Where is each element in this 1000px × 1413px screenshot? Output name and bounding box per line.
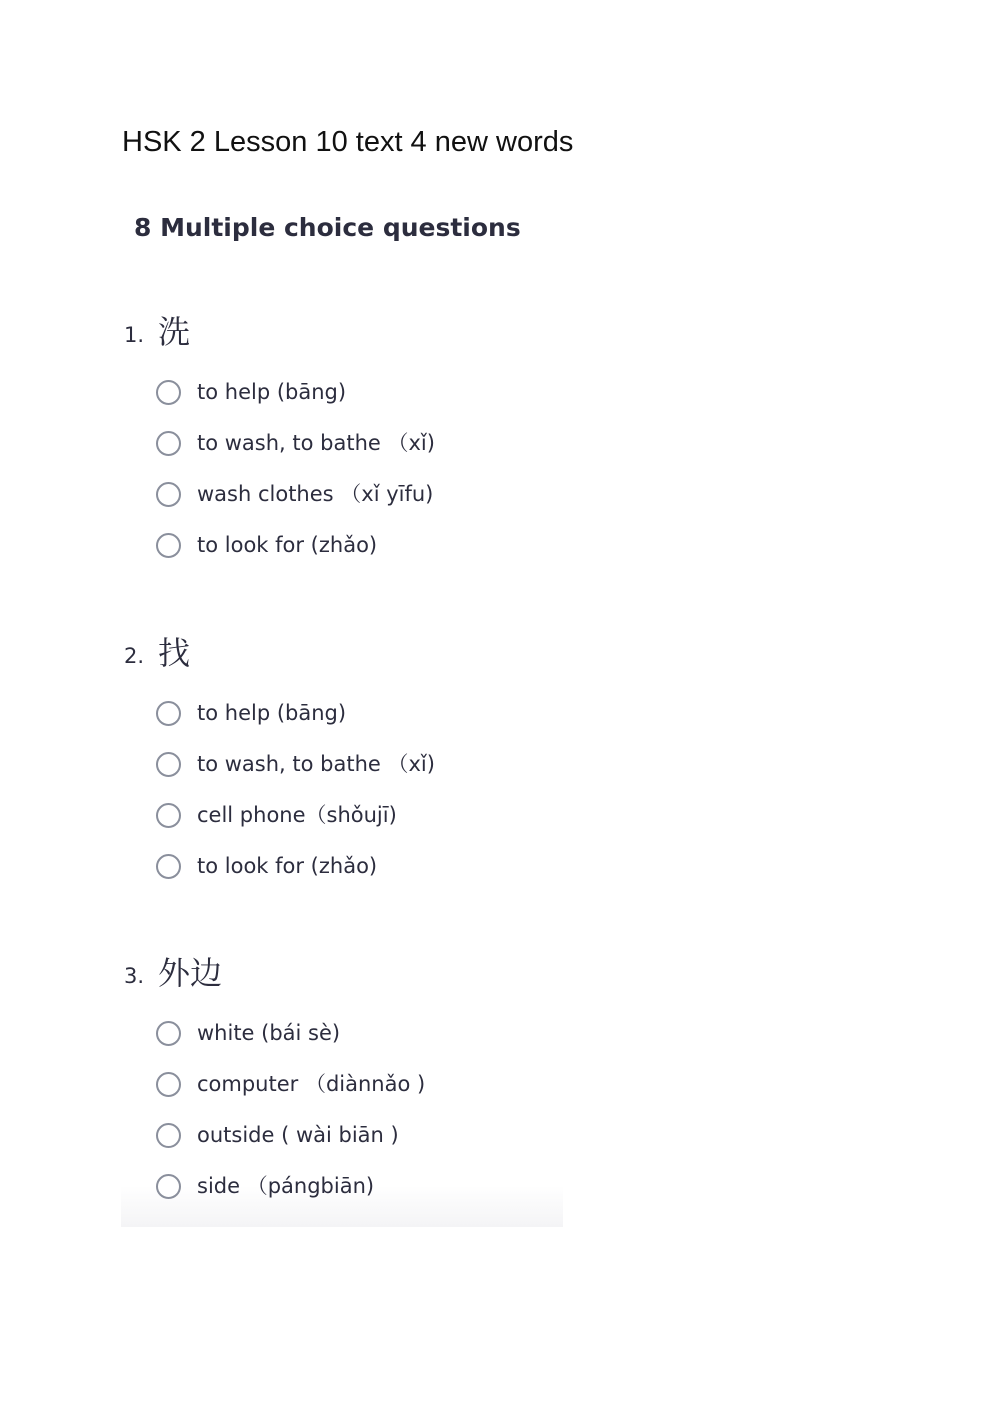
radio-button-icon[interactable] — [156, 854, 181, 879]
quiz-heading: 8 Multiple choice questions — [134, 213, 521, 242]
question-word: 洗 — [158, 313, 191, 351]
option-label: computer （diànnǎo ) — [197, 1072, 426, 1096]
answer-option[interactable] — [156, 529, 377, 561]
answer-option[interactable] — [156, 1017, 340, 1049]
question-word: 找 — [158, 634, 191, 672]
radio-button-icon[interactable] — [156, 431, 181, 456]
option-label: white (bái sè) — [197, 1021, 341, 1045]
radio-button-icon[interactable] — [156, 1123, 181, 1148]
option-label: outside ( wài biān ) — [197, 1123, 399, 1147]
option-label: wash clothes （xǐ yīfu) — [197, 482, 434, 506]
option-label: to look for (zhǎo) — [197, 533, 378, 557]
radio-button-icon[interactable] — [156, 1072, 181, 1097]
option-label: to wash, to bathe （xǐ) — [197, 752, 435, 776]
answer-option[interactable] — [156, 748, 435, 780]
radio-button-icon[interactable] — [156, 752, 181, 777]
answer-option[interactable] — [156, 427, 435, 459]
radio-button-icon[interactable] — [156, 482, 181, 507]
radio-button-icon[interactable] — [156, 533, 181, 558]
answer-option[interactable] — [156, 478, 433, 510]
question-word: 外边 — [158, 954, 223, 992]
question-number: 3. — [124, 964, 145, 988]
answer-option[interactable] — [156, 1119, 399, 1151]
answer-option[interactable] — [156, 697, 346, 729]
question-header — [124, 631, 190, 675]
answer-option[interactable] — [156, 1170, 374, 1202]
question-header — [124, 951, 222, 995]
question-number: 1. — [124, 323, 145, 347]
radio-button-icon[interactable] — [156, 1021, 181, 1046]
radio-button-icon[interactable] — [156, 701, 181, 726]
option-label: to look for (zhǎo) — [197, 854, 378, 878]
answer-option[interactable] — [156, 850, 377, 882]
document-title: HSK 2 Lesson 10 text 4 new words — [122, 126, 574, 158]
answer-option[interactable] — [156, 1068, 425, 1100]
option-label: to help (bāng) — [197, 380, 347, 404]
question-number: 2. — [124, 644, 145, 668]
radio-button-icon[interactable] — [156, 803, 181, 828]
answer-option[interactable] — [156, 799, 397, 831]
answer-option[interactable] — [156, 376, 346, 408]
radio-button-icon[interactable] — [156, 1174, 181, 1199]
option-label: side （pángbiān) — [197, 1174, 375, 1198]
question-header — [124, 310, 190, 354]
option-label: cell phone（shǒujī) — [197, 803, 397, 827]
radio-button-icon[interactable] — [156, 380, 181, 405]
option-label: to help (bāng) — [197, 701, 347, 725]
option-label: to wash, to bathe （xǐ) — [197, 431, 435, 455]
